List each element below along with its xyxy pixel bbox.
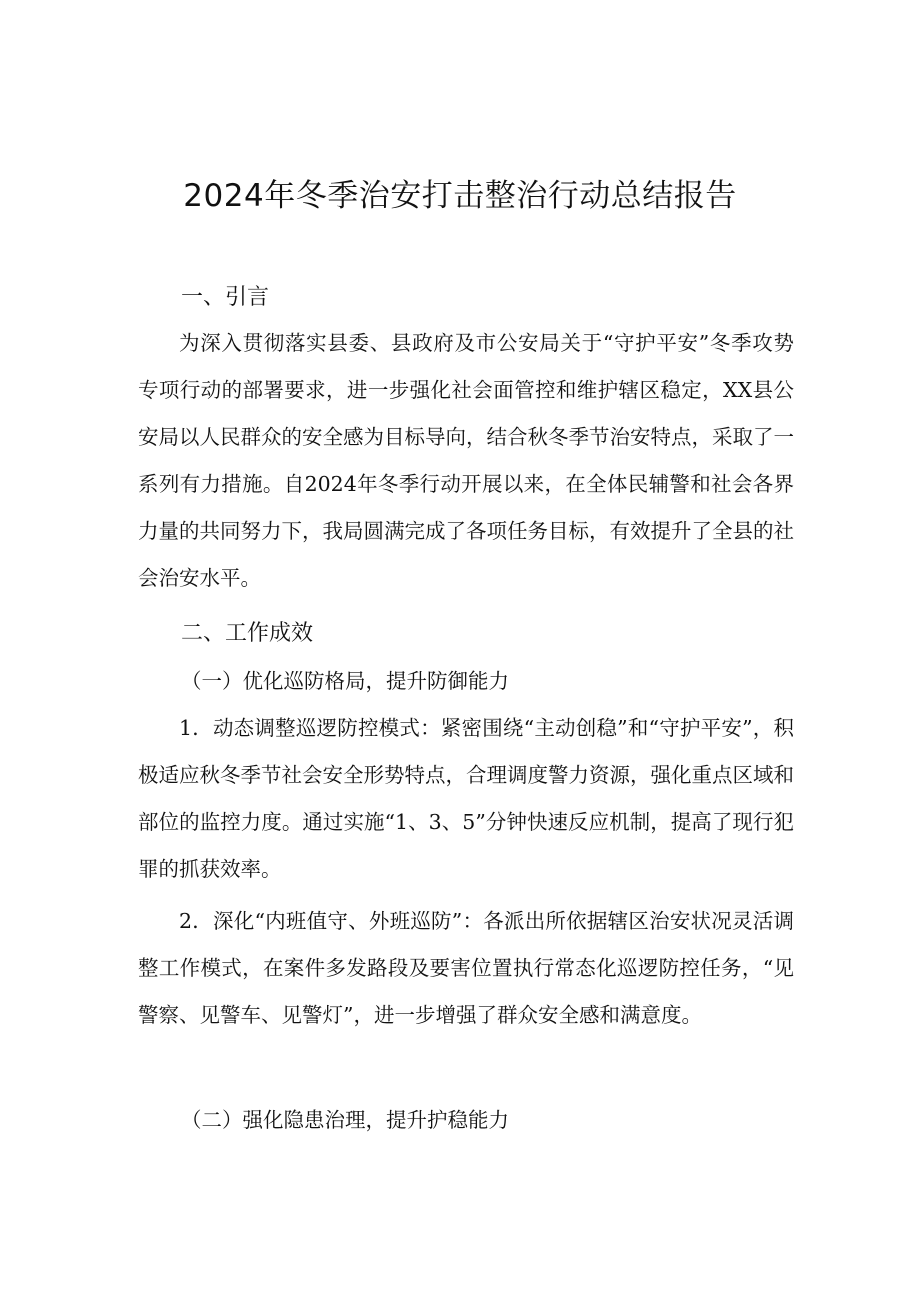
item-paragraph-patrol-mode: 1．动态调整巡逻防控模式：紧密围绕“主动创稳”和“守护平安”，积极适应秋冬季节社会安全形势特点，合理调度警力资源，强化重点区域和部位的监控力度。通过实施“1、3、5”分钟快速反应机制，提高了现行犯罪的抓获效率。 [138,716,794,881]
section-heading-introduction: 一、引言 [181,285,270,310]
subsection-heading-hazard: （二）强化隐患治理，提升护稳能力 [181,1108,509,1132]
introduction-paragraph: 为深入贯彻落实县委、县政府及市公安局关于“守护平安”冬季攻势专项行动的部署要求，进一步强化社会面管控和维护辖区稳定，XX县公安局以人民群众的安全感为目标导向，结合秋冬季节治安特点，采取了一系列有力措施。自2024年冬季行动开展以来，在全体民辅警和社会各界力量的共同努力下，我局圆满完成了各项任务目标，有效提升了全县的社会治安水平。 [138,331,794,590]
subsection-heading-patrol: （一）优化巡防格局，提升防御能力 [181,669,509,693]
section-heading-achievements: 二、工作成效 [181,621,314,646]
item-paragraph-inner-outer-shift: 2．深化“内班值守、外班巡防”：各派出所依据辖区治安状况灵活调整工作模式，在案件多发路段及要害位置执行常态化巡逻防控任务，“见警察、见警车、见警灯”，进一步增强了群众安全感和满意度。 [138,909,794,1027]
document-title: 2024年冬季治安打击整治行动总结报告 [183,178,737,214]
